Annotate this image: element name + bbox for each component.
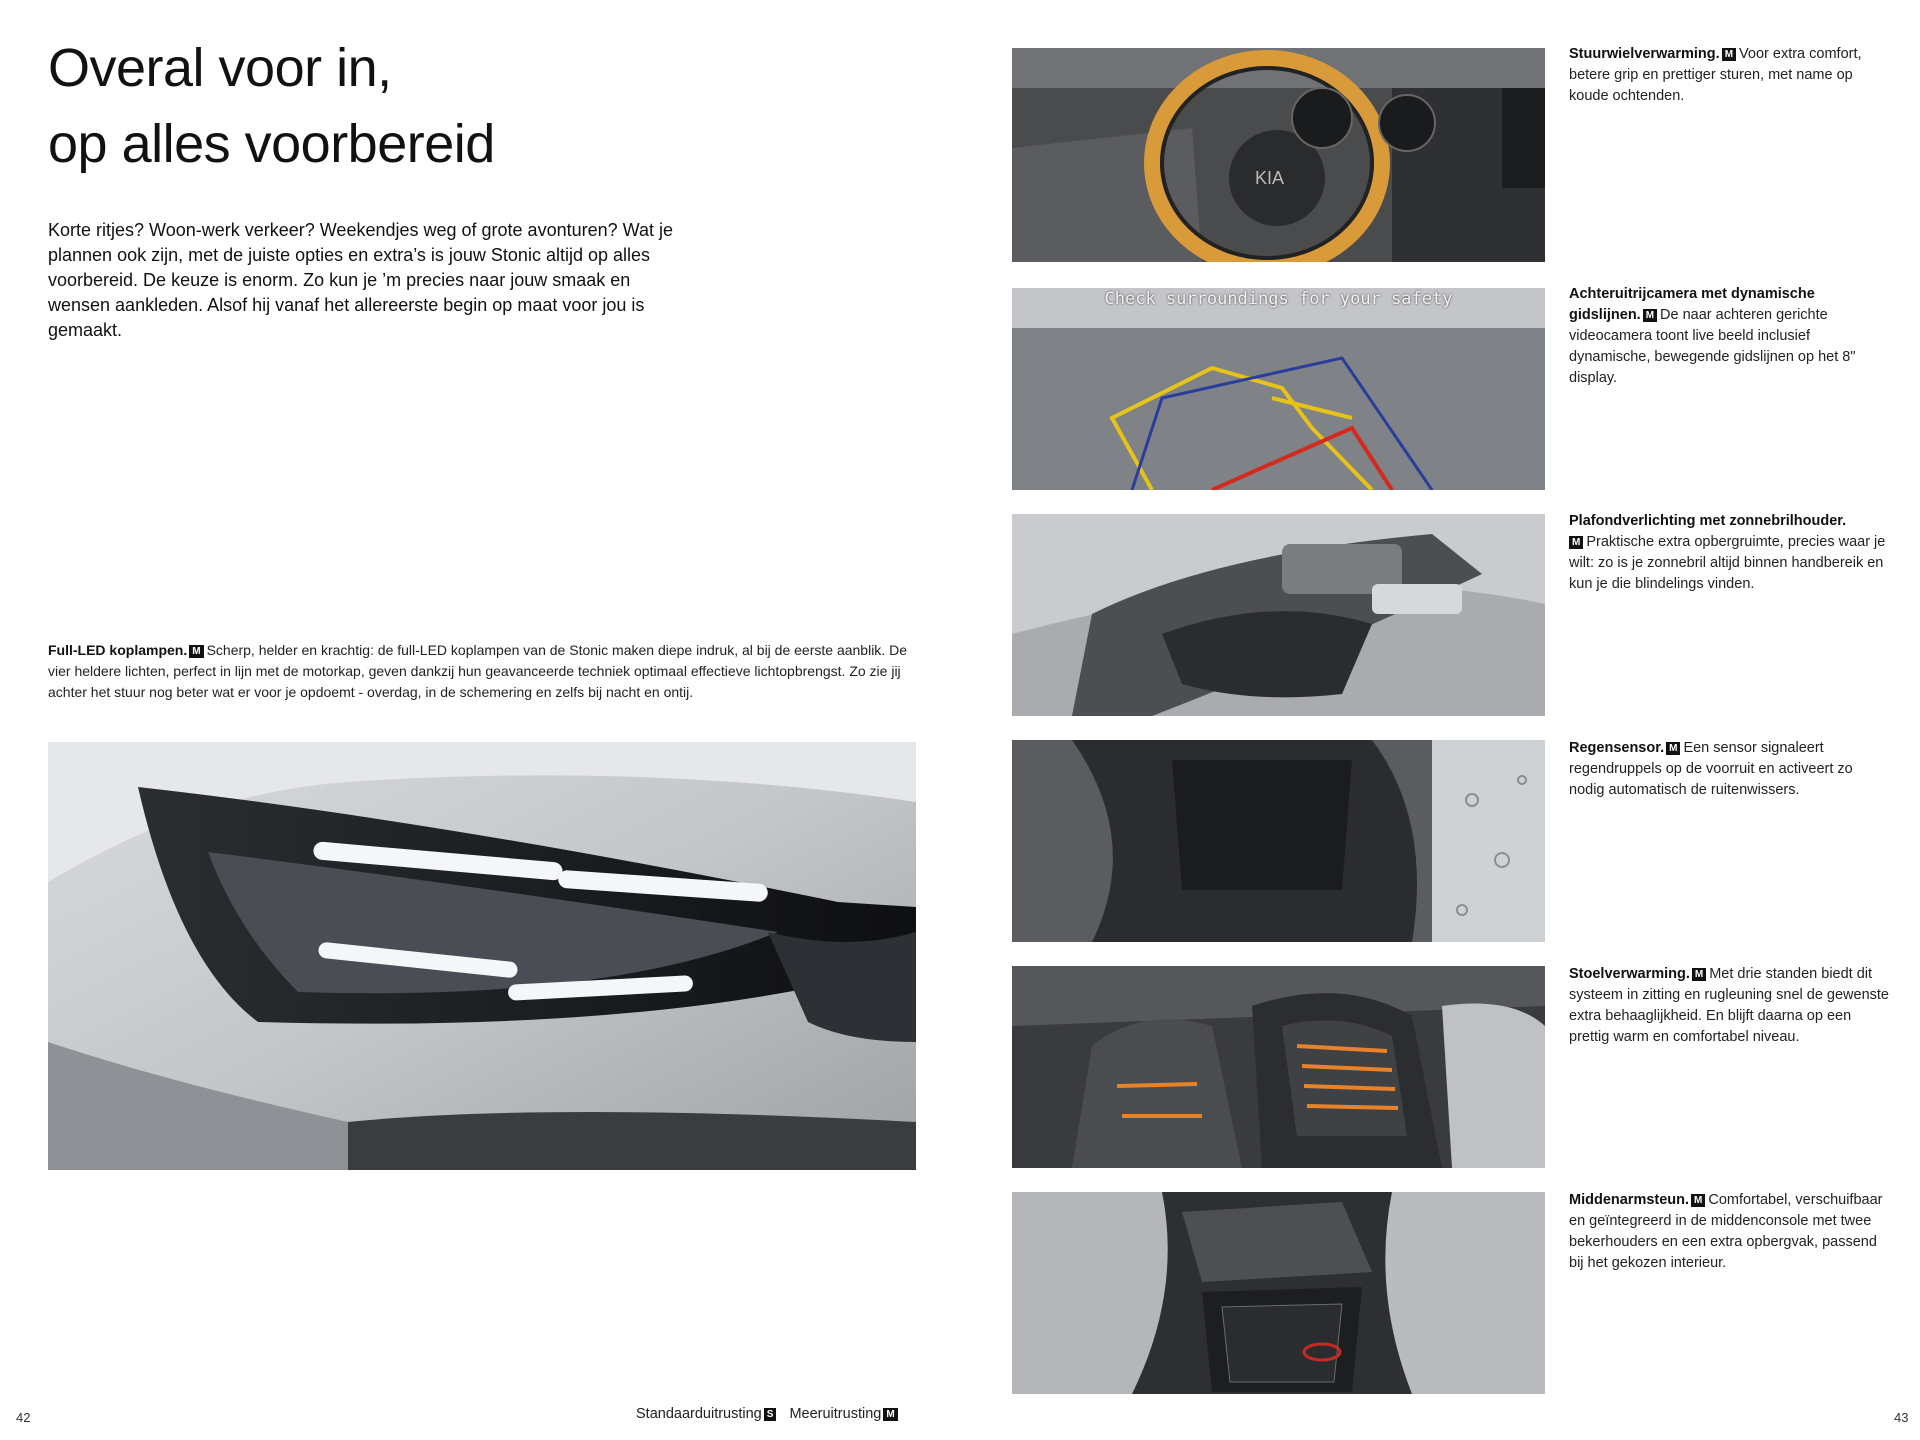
- headlight-photo: [48, 742, 916, 1170]
- page-number-left: 42: [16, 1410, 31, 1425]
- seat-heating-photo: [1012, 966, 1545, 1168]
- led-description: [48, 640, 928, 703]
- armrest-photo: [1012, 1192, 1545, 1394]
- feature-description: Met drie standen biedt dit systeem in zitting en rugleuning snel de gewenste extra behaaglijkheid. En blijft daarna op een prettig warm en comfortabel niveau.: [1569, 966, 1889, 1045]
- led-text: Scherp, helder en krachtig: de full-LED koplampen van de Stonic maken diepe indruk, al bij de eerste aanblik. De vier heldere lichten, perfect in lijn met de motorkap, geven dankzij hun geavanceerde techniek optimaal effectieve lichtopbrengst. Zo zie jij achter het stuur nog beter wat er voor je opdoemt - overdag, in de schemering en zelfs bij nacht en ontij.: [48, 642, 907, 700]
- feature-badge: M: [1569, 536, 1583, 549]
- led-title: Full-LED koplampen.: [48, 642, 188, 658]
- feature-description: Praktische extra opbergruimte, precies waar je wilt: zo is je zonnebril altijd binnen handbereik en kun je die blindelings vinden.: [1569, 534, 1886, 592]
- rain-sensor-photo: [1012, 740, 1545, 942]
- feature-text-rear-camera: [1569, 284, 1889, 389]
- rear-camera-photo: [1012, 288, 1545, 490]
- extra-label: Meeruitrusting: [789, 1406, 882, 1422]
- feature-title: Regensensor.: [1569, 740, 1665, 756]
- feature-badge: M: [1643, 309, 1657, 322]
- intro-paragraph: Korte ritjes? Woon-werk verkeer? Weekendjes weg of grote avonturen? Wat je plannen ook zijn, met de juiste opties en extra’s is jouw Stonic altijd op alles voorbereid. De keuze is enorm. Zo kun je ’m precies naar jouw smaak en wensen aankleden. Alsof hij vanaf het allereerste begin op maat voor jou is gemaakt.: [48, 220, 673, 340]
- feature-description: Voor extra comfort, betere grip en prettiger sturen, met name op koude ochtenden.: [1569, 46, 1862, 104]
- feature-title: Stuurwielverwarming.: [1569, 46, 1720, 62]
- feature-badge: M: [1722, 48, 1736, 61]
- camera-overlay-text: Check surroundings for your safety: [1104, 289, 1453, 309]
- feature-text-armrest: [1569, 1190, 1889, 1274]
- svg-text:KIA: KIA: [1255, 168, 1285, 188]
- feature-description: Comfortabel, verschuifbaar en geïntegreerd in de middenconsole met twee bekerhouders en een extra opbergvak, passend bij het gekozen interieur.: [1569, 1192, 1883, 1271]
- feature-title: Achteruitrijcamera met dynamische gidslijnen.: [1569, 286, 1815, 323]
- feature-text-rain-sensor: [1569, 738, 1889, 801]
- title-line-2: op alles voorbereid: [48, 114, 495, 174]
- page-title: [48, 30, 495, 182]
- standard-badge: S: [764, 1408, 777, 1421]
- feature-title: Stoelverwarming.: [1569, 966, 1690, 982]
- feature-badge: M: [1691, 1194, 1705, 1207]
- feature-badge: M: [1666, 742, 1680, 755]
- feature-text-seat-heating: [1569, 964, 1889, 1048]
- extra-badge: M: [883, 1408, 897, 1421]
- feature-description: De naar achteren gerichte videocamera toont live beeld inclusief dynamische, bewegende gidslijnen op het 8" display.: [1569, 307, 1856, 386]
- page-number-right: 43: [1894, 1410, 1909, 1425]
- feature-text-steering-heating: [1569, 44, 1889, 107]
- led-badge: M: [189, 645, 203, 658]
- sunglass-holder-photo: [1012, 514, 1545, 716]
- standard-label: Standaarduitrusting: [636, 1406, 762, 1422]
- feature-text-ceiling-light: [1569, 511, 1889, 595]
- feature-title: Middenarmsteun.: [1569, 1192, 1690, 1208]
- title-line-1: Overal voor in,: [48, 38, 392, 98]
- equipment-legend: [636, 1406, 901, 1422]
- feature-title: Plafondverlichting met zonnebrilhouder.: [1569, 513, 1847, 529]
- feature-badge: M: [1692, 968, 1706, 981]
- steering-wheel-photo: [1012, 48, 1545, 262]
- feature-description: Een sensor signaleert regendruppels op de voorruit en activeert zo nodig automatisch de ruitenwissers.: [1569, 740, 1853, 798]
